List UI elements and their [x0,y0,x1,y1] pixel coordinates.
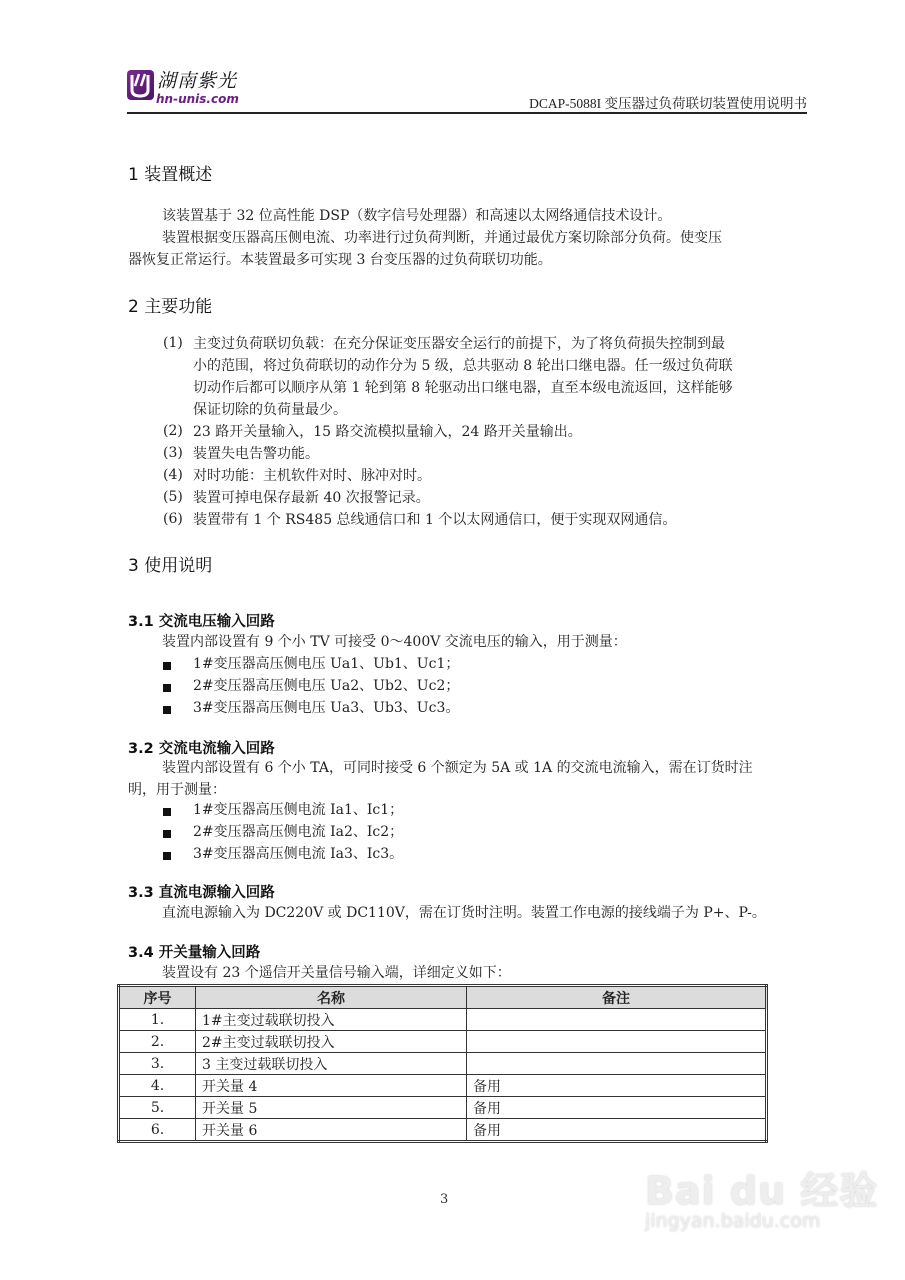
table-row [119,1031,767,1053]
list-item-4: 对时功能：主机软件对时、脉冲对时。 [193,468,431,484]
header-name: 名称 [196,986,467,1009]
list-item-1-line-1: 主变过负荷联切负载：在充分保证变压器安全运行的前提下，为了将负荷损失控制到最 [193,336,725,352]
list-number: (3) [163,445,183,461]
subsection-3-3-heading: 3.3 直流电源输入回路 [128,885,275,901]
company-name-cn: 湖南紫光 [157,70,238,92]
list-item-5: 装置可掉电保存最新 40 次报警记录。 [193,490,430,506]
subsection-3-1-heading: 3.1 交流电压输入回路 [128,614,275,630]
bullet-item: 2#变压器高压侧电压 Ua2、Ub2、Uc2； [193,678,460,694]
cell-remark: 备用 [467,1119,767,1142]
cell-index: 1. [119,1009,196,1031]
list-number: (2) [163,423,183,439]
section-1-paragraph-2-line-2: 器恢复正常运行。本装置最多可实现 3 台变压器的过负荷联切功能。 [128,252,552,268]
bullet-square-icon [163,684,171,692]
bullet-square-icon [163,706,171,714]
header-index: 序号 [119,986,196,1009]
table-header-row [119,986,767,1009]
document-title: DCAP-5088I 变压器过负荷联切装置使用说明书 [529,96,807,111]
cell-remark: 备用 [467,1097,767,1119]
section-3-heading: 3 使用说明 [128,556,213,576]
cell-remark: 备用 [467,1075,767,1097]
bullet-item: 1#变压器高压侧电流 Ia1、Ic1； [193,802,404,818]
list-item-6: 装置带有 1 个 RS485 总线通信口和 1 个以太网通信口，便于实现双网通信。 [193,512,677,528]
bullet-item: 3#变压器高压侧电压 Ua3、Ub3、Uc3。 [193,700,460,716]
subsection-3-2-intro-line-2: 明，用于测量： [128,782,226,798]
cell-name: 开关量 5 [196,1097,467,1119]
baidu-watermark-logo: Bai du 经验 [645,1169,879,1213]
list-item-1-line-3: 切动作后都可以顺序从第 1 轮到第 8 轮驱动出口继电器，直至本级电流返回，这样能够 [193,380,733,396]
list-item-2: 23 路开关量输入，15 路交流模拟量输入，24 路开关量输出。 [193,424,582,440]
subsection-3-3-text: 直流电源输入为 DC220V 或 DC110V，需在订货时注明。装置工作电源的接线端子为 P+、P-。 [162,905,766,921]
table-row [119,1009,767,1031]
bullet-item: 2#变压器高压侧电流 Ia2、Ic2； [193,824,404,840]
cell-remark [467,1053,767,1075]
section-1-heading: 1 装置概述 [128,165,213,185]
section-1-paragraph-1: 该装置基于 32 位高性能 DSP（数字信号处理器）和高速以太网络通信技术设计。 [162,208,672,224]
bullet-item: 3#变压器高压侧电流 Ia3、Ic3。 [193,846,404,862]
bullet-square-icon [163,662,171,670]
subsection-3-4-heading: 3.4 开关量输入回路 [128,945,261,961]
list-item-3: 装置失电告警功能。 [193,446,319,462]
list-number: (5) [163,489,183,505]
list-number: (1) [163,335,183,351]
cell-index: 2. [119,1031,196,1053]
table-row [119,1075,767,1097]
cell-index: 4. [119,1075,196,1097]
list-item-1-line-4: 保证切除的负荷量最少。 [193,402,347,418]
cell-name: 开关量 6 [196,1119,467,1142]
company-logo-icon [127,70,154,100]
cell-remark [467,1009,767,1031]
cell-name: 3 主变过载联切投入 [196,1053,467,1075]
company-website: hn-unis.com [156,92,239,106]
cell-name: 2#主变过载联切投入 [196,1031,467,1053]
baidu-watermark-url: jingyan.baidu.com [645,1210,821,1232]
section-1-paragraph-2-line-1: 装置根据变压器高压侧电流、功率进行过负荷判断，并通过最优方案切除部分负荷。使变压 [162,230,722,246]
list-number: (6) [163,511,183,527]
lightning-u-icon [127,70,154,100]
table-row [119,1119,767,1142]
bullet-square-icon [163,852,171,860]
page-number: 3 [440,1192,449,1207]
bullet-square-icon [163,808,171,816]
table-row [119,1097,767,1119]
cell-remark [467,1031,767,1053]
section-2-heading: 2 主要功能 [128,297,213,317]
cell-index: 6. [119,1119,196,1142]
list-number: (4) [163,467,183,483]
subsection-3-1-intro: 装置内部设置有 9 个小 TV 可接受 0～400V 交流电压的输入，用于测量： [162,634,627,650]
switch-input-table [117,984,768,1143]
cell-name: 开关量 4 [196,1075,467,1097]
header-divider [127,112,807,114]
cell-name: 1#主变过载联切投入 [196,1009,467,1031]
cell-index: 5. [119,1097,196,1119]
bullet-square-icon [163,830,171,838]
cell-index: 3. [119,1053,196,1075]
subsection-3-4-intro: 装置设有 23 个遥信开关量信号输入端，详细定义如下： [162,965,511,981]
header-remark: 备注 [467,986,767,1009]
bullet-item: 1#变压器高压侧电压 Ua1、Ub1、Uc1； [193,656,460,672]
subsection-3-2-intro-line-1: 装置内部设置有 6 个小 TA，可同时接受 6 个额定为 5A 或 1A 的交流电流输入，需在订货时注 [162,760,753,776]
table-row [119,1053,767,1075]
subsection-3-2-heading: 3.2 交流电流输入回路 [128,741,275,757]
list-item-1-line-2: 小的范围，将过负荷联切的动作分为 5 级，总共驱动 8 轮出口继电器。任一级过负荷联 [193,358,733,374]
